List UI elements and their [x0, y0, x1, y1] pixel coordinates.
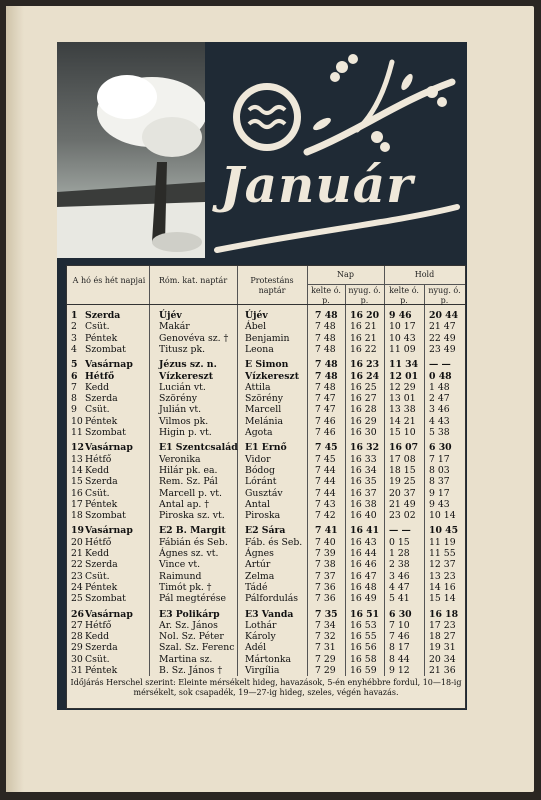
- table-row: [67, 333, 465, 344]
- day-number: 5: [71, 359, 78, 371]
- protestant-name: Piroska: [245, 510, 281, 522]
- moonrise: 13 01: [389, 393, 416, 405]
- month-title: Január: [220, 155, 414, 214]
- day-number: 15: [71, 476, 83, 488]
- sunset: 16 38: [350, 498, 377, 510]
- calendar-table: [66, 265, 466, 677]
- weekday: Kedd: [85, 464, 110, 476]
- sunset: 16 23: [350, 359, 380, 371]
- sunset: 16 46: [350, 559, 377, 571]
- table-row: [67, 476, 465, 487]
- table-row: [67, 344, 465, 355]
- catholic-saint: Lucián vt.: [159, 381, 206, 393]
- sunset: 16 32: [350, 442, 380, 454]
- catholic-saint: Fábián és Seb.: [159, 536, 228, 548]
- weekday: Szombat: [85, 593, 126, 605]
- weekday: Hétfő: [85, 453, 112, 465]
- moonrise: 13 38: [389, 404, 416, 416]
- moonset: 10 14: [429, 510, 456, 522]
- day-number: 18: [71, 510, 83, 522]
- sunset: 16 53: [350, 619, 377, 631]
- table-row: [67, 488, 465, 499]
- protestant-name: Ágnes: [245, 548, 274, 559]
- sunrise: 7 32: [315, 631, 336, 643]
- sunset: 16 58: [350, 653, 377, 665]
- protestant-name: Attila: [245, 381, 271, 393]
- catholic-saint: Szörény: [159, 393, 198, 405]
- sunset: 16 56: [350, 642, 377, 654]
- catholic-saint: Jézus sz. n.: [159, 359, 217, 371]
- sunrise: 7 31: [315, 642, 336, 654]
- weekday: Kedd: [85, 381, 110, 393]
- moonrise: — —: [389, 525, 411, 537]
- sunrise: 7 34: [315, 619, 336, 631]
- table-row: [67, 404, 465, 415]
- moonrise: 5 41: [389, 593, 410, 605]
- protestant-name: Marcell: [245, 404, 282, 416]
- table-row: [67, 393, 465, 404]
- day-number: 23: [71, 570, 83, 582]
- sunrise: 7 36: [315, 581, 336, 593]
- moonset: 4 43: [429, 415, 450, 427]
- table-row: [67, 582, 465, 593]
- moonset: 21 36: [429, 665, 456, 676]
- day-number: 11: [71, 427, 83, 438]
- day-number: 16: [71, 487, 83, 499]
- moonrise: 3 46: [389, 570, 410, 582]
- sunset: 16 55: [350, 631, 377, 643]
- protestant-name: Vízkereszt: [245, 370, 300, 382]
- sunset: 16 47: [350, 570, 377, 582]
- sunrise: 7 36: [315, 593, 336, 605]
- weekday: Péntek: [85, 665, 118, 676]
- protestant-name: Zelma: [245, 570, 275, 582]
- moonset: 9 43: [429, 498, 450, 510]
- weekday: Csüt.: [85, 321, 110, 333]
- sunset: 16 25: [350, 381, 377, 393]
- table-row: [67, 537, 465, 548]
- catholic-saint: Raimund: [159, 570, 202, 582]
- moonset: 14 16: [429, 581, 456, 593]
- sunrise: 7 35: [315, 608, 338, 620]
- sunset: 16 59: [350, 665, 377, 676]
- table-row: [67, 382, 465, 393]
- protestant-name: Vidor: [245, 453, 271, 465]
- protestant-name: E1 Ernő: [245, 442, 287, 454]
- moonset: 10 45: [429, 525, 459, 537]
- moonrise: 11 09: [389, 343, 416, 355]
- table-row: [67, 559, 465, 570]
- day-number: 1: [71, 310, 78, 321]
- moonset: 17 23: [429, 619, 456, 631]
- moonset: 20 44: [429, 310, 459, 321]
- weekday: Péntek: [85, 415, 118, 427]
- moonrise: 12 01: [389, 370, 419, 382]
- table-row: [67, 416, 465, 427]
- catholic-saint: Antal ap. †: [159, 498, 209, 510]
- catholic-saint: Vilmos pk.: [159, 415, 209, 427]
- moonrise: 0 15: [389, 536, 410, 548]
- protestant-name: Szörény: [245, 393, 284, 405]
- weekday: Péntek: [85, 332, 118, 344]
- moonset: 1 48: [429, 381, 450, 393]
- catholic-saint: Pál megtérése: [159, 593, 227, 605]
- sunset: 16 28: [350, 404, 377, 416]
- moonset: 16 18: [429, 608, 459, 620]
- table-row: [67, 359, 465, 370]
- catholic-saint: Piroska sz. vt.: [159, 510, 225, 522]
- table-row: [67, 631, 465, 642]
- protestant-name: Ábel: [245, 321, 267, 333]
- day-number: 27: [71, 619, 83, 631]
- weekday: Szombat: [85, 427, 126, 438]
- day-number: 7: [71, 381, 77, 393]
- catholic-saint: Nol. Sz. Péter: [159, 631, 224, 643]
- sunrise: 7 48: [315, 321, 336, 333]
- moonset: 9 17: [429, 487, 450, 499]
- catholic-saint: E3 Polikárp: [159, 608, 220, 620]
- sunrise: 7 41: [315, 525, 338, 537]
- table-header: [67, 266, 465, 305]
- sunrise: 7 29: [315, 665, 336, 676]
- table-row: [67, 442, 465, 453]
- day-number: 8: [71, 393, 77, 405]
- header-sunrise: kelte ó. p.: [311, 286, 341, 305]
- day-number: 31: [71, 665, 83, 676]
- header-sun: Nap: [337, 270, 354, 279]
- sunrise: 7 48: [315, 381, 336, 393]
- moonrise: 9 12: [389, 665, 410, 676]
- sunset: 16 29: [350, 415, 377, 427]
- moonset: 23 49: [429, 343, 456, 355]
- protestant-name: Leona: [245, 343, 274, 355]
- moonrise: 18 15: [389, 464, 416, 476]
- sunrise: 7 43: [315, 498, 336, 510]
- moonset: 2 47: [429, 393, 450, 405]
- moonset: 20 34: [429, 653, 456, 665]
- sunrise: 7 48: [315, 359, 338, 371]
- sunset: 16 20: [350, 310, 380, 321]
- moonrise: 8 17: [389, 642, 410, 654]
- header-catholic: Róm. kat. naptár: [158, 276, 228, 285]
- sunset: 16 34: [350, 464, 377, 476]
- moonrise: 19 25: [389, 476, 416, 488]
- moonset: 19 31: [429, 642, 456, 654]
- day-number: 6: [71, 370, 78, 382]
- weekday: Vasárnap: [85, 525, 133, 537]
- moonset: 7 17: [429, 453, 450, 465]
- moonrise: 11 34: [389, 359, 419, 371]
- moonset: 18 27: [429, 631, 456, 643]
- sunset: 16 22: [350, 343, 377, 355]
- day-number: 2: [71, 321, 77, 333]
- day-number: 9: [71, 404, 77, 416]
- table-row: [67, 620, 465, 631]
- header-protestant: Protestáns naptár: [250, 276, 294, 295]
- moonset: 22 49: [429, 332, 456, 344]
- table-row: [67, 665, 465, 676]
- protestant-name: Lothár: [245, 619, 277, 631]
- protestant-name: Fáb. és Seb.: [245, 536, 303, 548]
- moonrise: 4 47: [389, 581, 410, 593]
- weekday: Csüt.: [85, 487, 110, 499]
- sunset: 16 43: [350, 536, 377, 548]
- moonrise: 15 10: [389, 427, 416, 438]
- protestant-name: Antal: [245, 498, 270, 510]
- moonset: 11 19: [429, 536, 456, 548]
- day-number: 12: [71, 442, 84, 454]
- moonrise: 10 17: [389, 321, 416, 333]
- weekday: Kedd: [85, 631, 110, 643]
- table-row: [67, 654, 465, 665]
- sunrise: 7 46: [315, 415, 336, 427]
- day-number: 19: [71, 525, 84, 537]
- protestant-name: Bódog: [245, 464, 275, 476]
- catholic-saint: Titusz pk.: [159, 343, 206, 355]
- sunset: 16 41: [350, 525, 380, 537]
- day-number: 13: [71, 453, 83, 465]
- sunrise: 7 44: [315, 464, 336, 476]
- protestant-name: Gusztáv: [245, 487, 283, 499]
- weekday: Szerda: [85, 559, 118, 571]
- catholic-saint: Marcell p. vt.: [159, 487, 222, 499]
- catholic-saint: Hilár pk. ea.: [159, 464, 218, 476]
- sunrise: 7 39: [315, 548, 336, 559]
- moonrise: 23 02: [389, 510, 416, 522]
- table-row: [67, 454, 465, 465]
- weekday: Kedd: [85, 548, 110, 559]
- sunset: 16 48: [350, 581, 377, 593]
- table-row: [67, 427, 465, 438]
- weekday: Szombat: [85, 343, 126, 355]
- weekday: Szerda: [85, 476, 118, 488]
- table-row: [67, 499, 465, 510]
- header-days: A hó és hét napjai: [72, 276, 146, 285]
- catholic-saint: E1 Szentcsalád: [159, 442, 238, 454]
- catholic-saint: Julián vt.: [159, 404, 202, 416]
- catholic-saint: Ágnes sz. vt.: [159, 548, 219, 559]
- moonrise: 7 46: [389, 631, 410, 643]
- day-number: 26: [71, 608, 84, 620]
- day-number: 22: [71, 559, 83, 571]
- day-number: 14: [71, 464, 83, 476]
- moonset: 15 14: [429, 593, 456, 605]
- weekday: Szerda: [85, 310, 121, 321]
- sunrise: 7 29: [315, 653, 336, 665]
- sunset: 16 30: [350, 427, 377, 438]
- day-number: 3: [71, 332, 77, 344]
- moonset: 0 48: [429, 370, 452, 382]
- sunset: 16 21: [350, 321, 377, 333]
- moonrise: 9 46: [389, 310, 412, 321]
- sunset: 16 24: [350, 370, 380, 382]
- moonset: 6 30: [429, 442, 452, 454]
- weekday: Csüt.: [85, 570, 110, 582]
- sunrise: 7 40: [315, 536, 336, 548]
- sunrise: 7 48: [315, 343, 336, 355]
- protestant-name: Artúr: [245, 559, 271, 571]
- snowy-tree-image: [57, 42, 205, 258]
- sunset: 16 40: [350, 510, 377, 522]
- day-number: 17: [71, 498, 83, 510]
- protestant-name: Agota: [245, 427, 273, 438]
- weekday: Csüt.: [85, 404, 110, 416]
- moonrise: 7 10: [389, 619, 410, 631]
- weekday: Péntek: [85, 498, 118, 510]
- header-moon: Hold: [414, 270, 435, 279]
- catholic-saint: Martina sz.: [159, 653, 213, 665]
- binding-gutter: [6, 6, 24, 792]
- catholic-saint: Higin p. vt.: [159, 427, 212, 438]
- catholic-saint: Veronika: [159, 453, 201, 465]
- moonset: 5 38: [429, 427, 450, 438]
- moonrise: 12 29: [389, 381, 416, 393]
- day-number: 10: [71, 415, 83, 427]
- moonrise: 2 38: [389, 559, 410, 571]
- moonrise: 8 44: [389, 653, 410, 665]
- sunset: 16 27: [350, 393, 377, 405]
- table-row: [67, 310, 465, 321]
- table-row: [67, 510, 465, 521]
- day-number: 4: [71, 343, 77, 355]
- protestant-name: Károly: [245, 631, 276, 643]
- moonset: 21 47: [429, 321, 456, 333]
- moonset: 8 03: [429, 464, 450, 476]
- sunset: 16 37: [350, 487, 377, 499]
- weekday: Vasárnap: [85, 359, 133, 371]
- protestant-name: Pálfordulás: [245, 593, 299, 605]
- catholic-saint: Vince vt.: [159, 559, 201, 571]
- table-row: [67, 465, 465, 476]
- winter-photo: [57, 42, 205, 258]
- weekday: Hétfő: [85, 619, 112, 631]
- catholic-saint: E2 B. Margit: [159, 525, 226, 537]
- moonset: 12 37: [429, 559, 456, 571]
- day-number: 21: [71, 548, 83, 559]
- catholic-saint: Makár: [159, 321, 190, 333]
- weekday: Hétfő: [85, 536, 112, 548]
- sunset: 16 51: [350, 608, 380, 620]
- protestant-name: Adél: [245, 642, 267, 654]
- moonrise: 6 30: [389, 608, 412, 620]
- moonrise: 20 37: [389, 487, 416, 499]
- moonrise: 10 43: [389, 332, 416, 344]
- protestant-name: Tádé: [245, 581, 268, 593]
- sunrise: 7 47: [315, 404, 336, 416]
- day-number: 24: [71, 581, 83, 593]
- weekday: Csüt.: [85, 653, 110, 665]
- sunset: 16 35: [350, 476, 377, 488]
- sunrise: 7 37: [315, 570, 336, 582]
- sunset: 16 44: [350, 548, 377, 559]
- catholic-saint: Ar. Sz. János: [159, 619, 218, 631]
- sunset: 16 49: [350, 593, 377, 605]
- protestant-name: Benjamin: [245, 332, 290, 344]
- header-sunset: nyug. ó. p.: [348, 286, 381, 305]
- sunrise: 7 48: [315, 310, 338, 321]
- catholic-saint: Újév: [159, 310, 182, 321]
- weekday: Hétfő: [85, 370, 115, 382]
- moonrise: 17 08: [389, 453, 416, 465]
- weekday: Péntek: [85, 581, 118, 593]
- table-row: [67, 593, 465, 604]
- protestant-name: Melánia: [245, 415, 284, 427]
- protestant-name: Újév: [245, 310, 268, 321]
- catholic-saint: Vízkereszt: [159, 370, 214, 382]
- catholic-saint: Szal. Sz. Ferenc: [159, 642, 235, 654]
- protestant-name: E3 Vanda: [245, 608, 294, 620]
- table-row: [67, 371, 465, 382]
- moonrise: 21 49: [389, 498, 416, 510]
- moonset: 8 37: [429, 476, 450, 488]
- moonset: 13 23: [429, 570, 456, 582]
- catholic-saint: B. Sz. János †: [159, 665, 223, 676]
- catholic-saint: Timót pk. †: [159, 581, 212, 593]
- sunrise: 7 42: [315, 510, 336, 522]
- header-moonrise: kelte ó. p.: [389, 286, 419, 305]
- table-row: [67, 609, 465, 620]
- sunrise: 7 48: [315, 332, 336, 344]
- sunrise: 7 44: [315, 476, 336, 488]
- sunrise: 7 45: [315, 442, 338, 454]
- moonrise: 14 21: [389, 415, 416, 427]
- table-row: [67, 571, 465, 582]
- sunrise: 7 44: [315, 487, 336, 499]
- sunrise: 7 45: [315, 453, 336, 465]
- weekday: Vasárnap: [85, 442, 133, 454]
- moonset: 11 55: [429, 548, 456, 559]
- weekday: Szerda: [85, 642, 118, 654]
- moonset: 3 46: [429, 404, 450, 416]
- sunrise: 7 38: [315, 559, 336, 571]
- day-number: 20: [71, 536, 83, 548]
- protestant-name: Lóránt: [245, 476, 277, 488]
- moonrise: 1 28: [389, 548, 410, 559]
- day-number: 25: [71, 593, 83, 605]
- weather-note: Időjárás Herschel szerint: Eleinte mérsékelt hideg, havazások, 5-én enyhébbre fordul, 10—18-ig mérsékelt, sok csapadék, 19—27-ig hideg, szeles, végén havazás.: [66, 676, 466, 709]
- day-number: 28: [71, 631, 83, 643]
- protestant-name: Virgília: [245, 665, 280, 676]
- header-moonset: nyug. ó. p.: [428, 286, 461, 305]
- table-row: [67, 642, 465, 653]
- weekday: Szombat: [85, 510, 126, 522]
- table-row: [67, 321, 465, 332]
- catholic-saint: Rem. Sz. Pál: [159, 476, 218, 488]
- moonrise: 16 07: [389, 442, 419, 454]
- sunrise: 7 48: [315, 370, 338, 382]
- sunrise: 7 47: [315, 393, 336, 405]
- sunset: 16 21: [350, 332, 377, 344]
- weekday: Szerda: [85, 393, 118, 405]
- moonset: — —: [429, 359, 451, 371]
- table-row: [67, 548, 465, 559]
- protestant-name: Mártonka: [245, 653, 292, 665]
- protestant-name: E2 Sára: [245, 525, 286, 537]
- sunset: 16 33: [350, 453, 377, 465]
- catholic-saint: Genovéva sz. †: [159, 332, 229, 344]
- day-number: 29: [71, 642, 83, 654]
- protestant-name: E Simon: [245, 359, 289, 371]
- weekday: Vasárnap: [85, 608, 133, 620]
- day-number: 30: [71, 653, 83, 665]
- sunrise: 7 46: [315, 427, 336, 438]
- table-row: [67, 525, 465, 536]
